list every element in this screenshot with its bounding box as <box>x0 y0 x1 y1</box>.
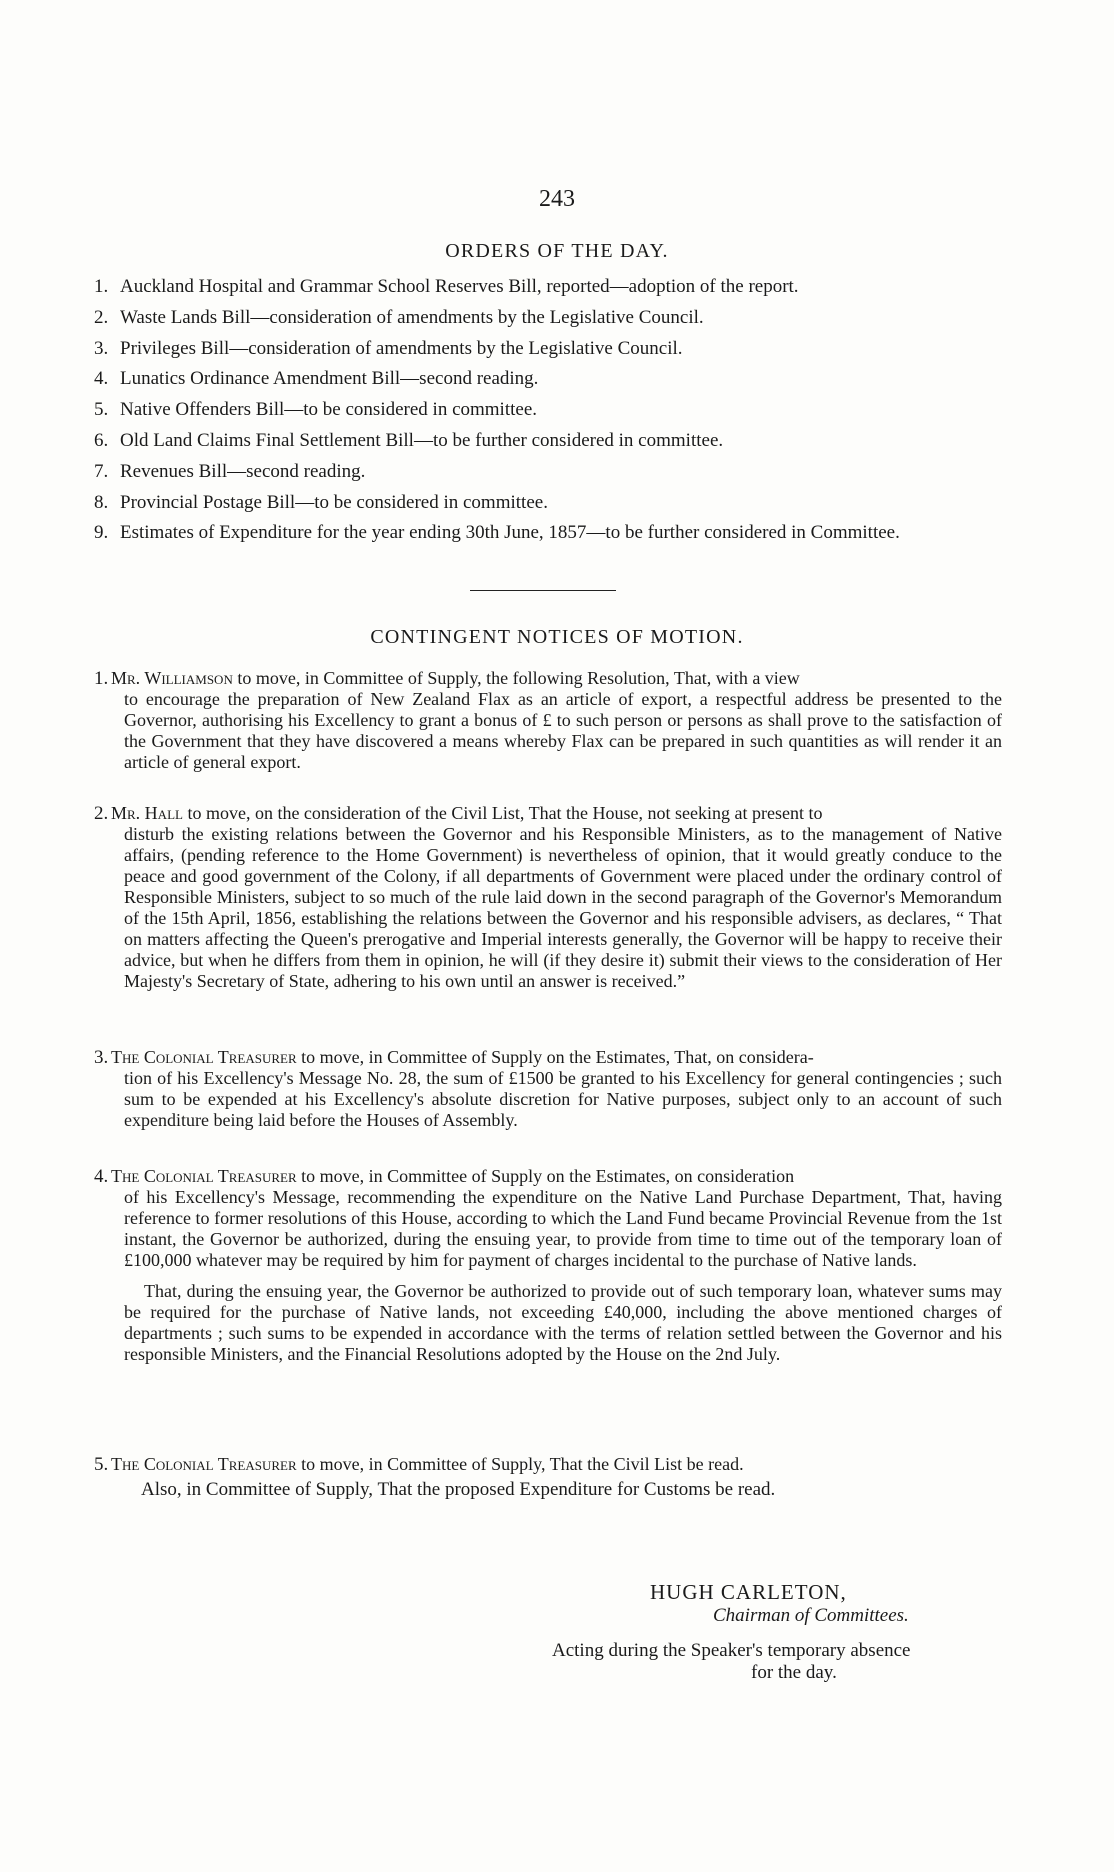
page-number: 243 <box>539 186 575 212</box>
order-item <box>96 276 1002 307</box>
order-item <box>96 399 1002 430</box>
notices-list <box>96 668 1002 1514</box>
order-text: Waste Lands Bill—consideration of amendments by the Legislative Council. <box>120 306 704 328</box>
order-number: 7. <box>94 460 109 482</box>
notice-item <box>96 1047 1002 1166</box>
order-text: Lunatics Ordinance Amendment Bill—second reading. <box>120 368 539 390</box>
notice-mover: The Colonial Treasurer <box>111 1166 297 1186</box>
order-number: 5. <box>94 399 109 421</box>
notice-first-text: to move, in Committee of Supply on the Estimates, That, on considera- <box>301 1047 814 1067</box>
notice-mover: Mr. Hall <box>111 803 183 823</box>
notice-paragraph: Also, in Committee of Supply, That the proposed Expenditure for Customs be read. <box>141 1479 776 1500</box>
order-number: 3. <box>94 337 109 359</box>
order-text: Estimates of Expenditure for the year ending 30th June, 1857—to be further considered in Committee. <box>120 522 900 544</box>
notice-mover: The Colonial Treasurer <box>111 1047 297 1067</box>
notice-text: disturb the existing relations between the Governor and his Responsible Ministers, as to the management of Native affairs, (pending reference to the Home Government) is nevertheless of opinion, that it would greatly conduce to the peace and good government of the Colony, if all departments of Government were placed under the ordinary control of Responsible Ministers, subject to so much of the rule laid down in the second paragraph of the Governor's Memorandum of the 15th April, 1856, establishing the relations between the Governor and his responsible advisers, as declares, “ That on matters affecting the Queen's prerogative and Imperial interests generally, the Governor will be happy to receive their advice, but when he differs from them in opinion, he will (if they desire it) submit their views to the consideration of Her Majesty's Secretary of State, adhering to his own until an answer is received.” <box>124 824 1002 991</box>
notice-text: of his Excellency's Message, recommending the expenditure on the Native Land Purchase Department, That, having reference to former resolutions of this House, according to which the Land Fund became Provincial Revenue from the 1st instant, the Governor be authorized, during the ensuing year, to provide from time to time out of the temporary loan of £100,000 whatever may be required by him for payment of charges incidental to the purchase of Native lands. <box>124 1187 1002 1270</box>
order-item <box>96 338 1002 369</box>
order-item <box>96 522 1002 572</box>
order-number: 2. <box>94 306 109 328</box>
notice-first-text: to move, in Committee of Supply, That the Civil List be read. <box>301 1454 744 1474</box>
notice-mover: Mr. Williamson <box>111 668 233 688</box>
notice-number: 3. <box>94 1047 109 1068</box>
order-number: 1. <box>94 276 109 297</box>
notice-text: to encourage the preparation of New Zealand Flax as an article of export, a respectful address be presented to the Governor, authorising his Excellency to grant a bonus of £ to such person or persons as shall prove to the satisfaction of the Government that they have discovered a means whereby Flax can be prepared in such quantities as will render it an article of general export. <box>124 689 1002 772</box>
order-item <box>96 307 1002 338</box>
notices-heading: CONTINGENT NOTICES OF MOTION. <box>370 626 744 648</box>
notice-first-text: to move, on the consideration of the Civil List, That the House, not seeking at present to <box>187 803 823 823</box>
signatory-note: Acting during the Speaker's temporary absence <box>552 1640 911 1661</box>
notice-number: 4. <box>94 1166 109 1187</box>
order-text: Revenues Bill—second reading. <box>120 460 366 482</box>
order-text: Old Land Claims Final Settlement Bill—to be further considered in committee. <box>120 429 724 451</box>
notice-item <box>96 803 1002 1047</box>
notice-text: tion of his Excellency's Message No. 28, the sum of £1500 be granted to his Excellency for general contingencies ; such sum to be expended at his Excellency's absolute discretion for Native purposes, subject only to an account of such expenditure being laid before the Houses of Assembly. <box>124 1068 1002 1130</box>
orders-list <box>96 276 1002 572</box>
notice-first-text: to move, in Committee of Supply, the following Resolution, That, with a view <box>237 668 800 688</box>
notice-mover: The Colonial Treasurer <box>111 1454 297 1474</box>
notice-first-line <box>96 1454 1002 1475</box>
notice-paragraph: That, during the ensuing year, the Governor be authorized to provide out of such temporary loan, whatever sums may be required for the purchase of Native lands, not exceeding £40,000, including the above mentioned charges of departments ; such sums to be expended in accordance with the terms of relation settled between the Governor and his responsible Ministers, and the Financial Resolutions adopted by the House on the 2nd July. <box>124 1281 1002 1364</box>
section-divider <box>470 590 616 591</box>
notice-first-line <box>96 668 1002 689</box>
orders-heading: ORDERS OF THE DAY. <box>445 240 669 262</box>
signatory-title: Chairman of Committees. <box>713 1605 909 1626</box>
notice-first-line <box>96 1047 1002 1068</box>
notice-first-text: to move, in Committee of Supply on the Estimates, on consideration <box>301 1166 795 1186</box>
order-number: 6. <box>94 429 109 451</box>
signatory-name: HUGH CARLETON, <box>650 1580 847 1604</box>
notice-item <box>96 1454 1002 1514</box>
order-text: Auckland Hospital and Grammar School Reserves Bill, reported—adoption of the report. <box>120 276 799 297</box>
notice-item <box>96 668 1002 803</box>
signatory-note-day: for the day. <box>751 1662 837 1683</box>
order-text: Native Offenders Bill—to be considered in committee. <box>120 399 538 421</box>
order-item <box>96 461 1002 492</box>
notice-number: 2. <box>94 803 109 824</box>
order-text: Provincial Postage Bill—to be considered in committee. <box>120 491 548 513</box>
order-text: Privileges Bill—consideration of amendments by the Legislative Council. <box>120 337 683 359</box>
notice-number: 1. <box>94 668 109 689</box>
order-number: 9. <box>94 522 109 544</box>
notice-number: 5. <box>94 1454 109 1475</box>
order-number: 8. <box>94 491 109 513</box>
notice-item <box>96 1166 1002 1454</box>
notice-first-line <box>96 803 1002 824</box>
order-item <box>96 492 1002 523</box>
order-item <box>96 430 1002 461</box>
order-number: 4. <box>94 368 109 390</box>
order-item <box>96 368 1002 399</box>
notice-first-line <box>96 1166 1002 1187</box>
